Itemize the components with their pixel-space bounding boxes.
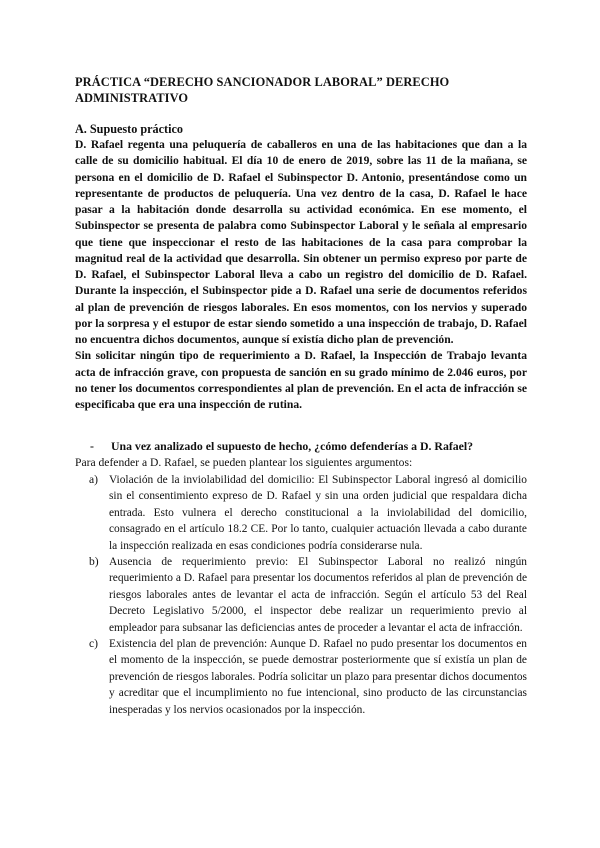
argument-marker: a) bbox=[89, 473, 99, 486]
case-paragraph: D. Rafael regenta una peluquería de caballeros en una de las habitaciones que dan a la calle de su domicilio habitual. El día 10 de enero de 2019, sobre las 11 de la mañana, se persona en el domicilio de D. Rafael el Subinspector D. Antonio, presentándose como un representante de productos de peluquería. Una vez dentro de la casa, D. Rafael le hace pasar a la habitación donde desarrolla su actividad económica. En ese momento, el Subinspector se presenta de palabra como Subinspector Laboral y le señala al empresario que tiene que inspeccionar el resto de las habitaciones de la casa para comprobar la magnitud real de la actividad que desarrolla. Sin obtener un permiso expreso por parte de D. Rafael, el Subinspector Laboral lleva a cabo un registro del domicilio de D. Rafael. Durante la inspección, el Subinspector pide a D. Rafael una serie de documentos referidos al plan de prevención de riesgos laborales. En esos momentos, con los nervios y superado por la sorpresa y el estupor de estar siendo sometido a una inspección de trabajo, D. Rafael no encuentra dichos documentos, aunque sí existía dicho plan de prevención. bbox=[75, 138, 527, 346]
case-statement bbox=[75, 137, 527, 413]
argument-item bbox=[75, 554, 527, 636]
argument-marker: c) bbox=[89, 637, 99, 651]
document-title: PRÁCTICA “DERECHO SANCIONADOR LABORAL” DERECHO ADMINISTRATIVO bbox=[75, 75, 450, 105]
argument-marker: b) bbox=[89, 555, 99, 569]
case-paragraph: Sin solicitar ningún tipo de requerimiento a D. Rafael, la Inspección de Trabajo levanta acta de infracción grave, con propuesta de sanción en su grado mínimo de 2.046 euros, por no tener los documentos correspondientes al plan de prevención. En el acta de infracción se especificaba que era una inspección de rutina. bbox=[75, 349, 527, 411]
argument-text: Ausencia de requerimiento previo: El Subinspector Laboral no realizó ningún requerimiento a D. Rafael para presentar los documentos referidos al plan de prevención de riesgos laborales antes de levantar el acta de infracción. Según el artículo 53 del Real Decreto Legislativo 5/2000, el inspector debe realizar un requerimiento previo al empleador para subsanar las deficiencias antes de proceder a levantar el acta de infracción. bbox=[109, 556, 527, 634]
argument-item bbox=[75, 472, 527, 554]
question-text: Una vez analizado el supuesto de hecho, ¿cómo defenderías a D. Rafael? bbox=[111, 439, 474, 453]
argument-text: Existencia del plan de prevención: Aunque D. Rafael no pudo presentar los documentos en el momento de la inspección, se puede demostrar posteriormente que sí existía un plan de prevención de riesgos laborales. Podría solicitar un plazo para presentar dichos documentos y acreditar que el incumplimiento no fue intencional, sino producto de las circunstancias inesperadas y los nervios ocasionados por la inspección. bbox=[109, 638, 527, 716]
argument-text: Violación de la inviolabilidad del domicilio: El Subinspector Laboral ingresó al domicilio sin el consentimiento expreso de D. Rafael y sin una orden judicial que respaldara dicha entrada. Esto vulnera el derecho constitucional a la inviolabilidad del domicilio, consagrado en el artículo 18.2 CE. Por lo tanto, cualquier actuación llevada a cabo durante la inspección realizada en esas condiciones podría considerarse nula. bbox=[109, 474, 527, 552]
question-bullet: - bbox=[90, 439, 94, 453]
answer-intro: Para defender a D. Rafael, se pueden plantear los siguientes argumentos: bbox=[75, 456, 413, 469]
question bbox=[90, 438, 530, 454]
argument-list bbox=[75, 472, 527, 718]
section-heading: A. Supuesto práctico bbox=[75, 122, 183, 136]
argument-item bbox=[75, 636, 527, 718]
